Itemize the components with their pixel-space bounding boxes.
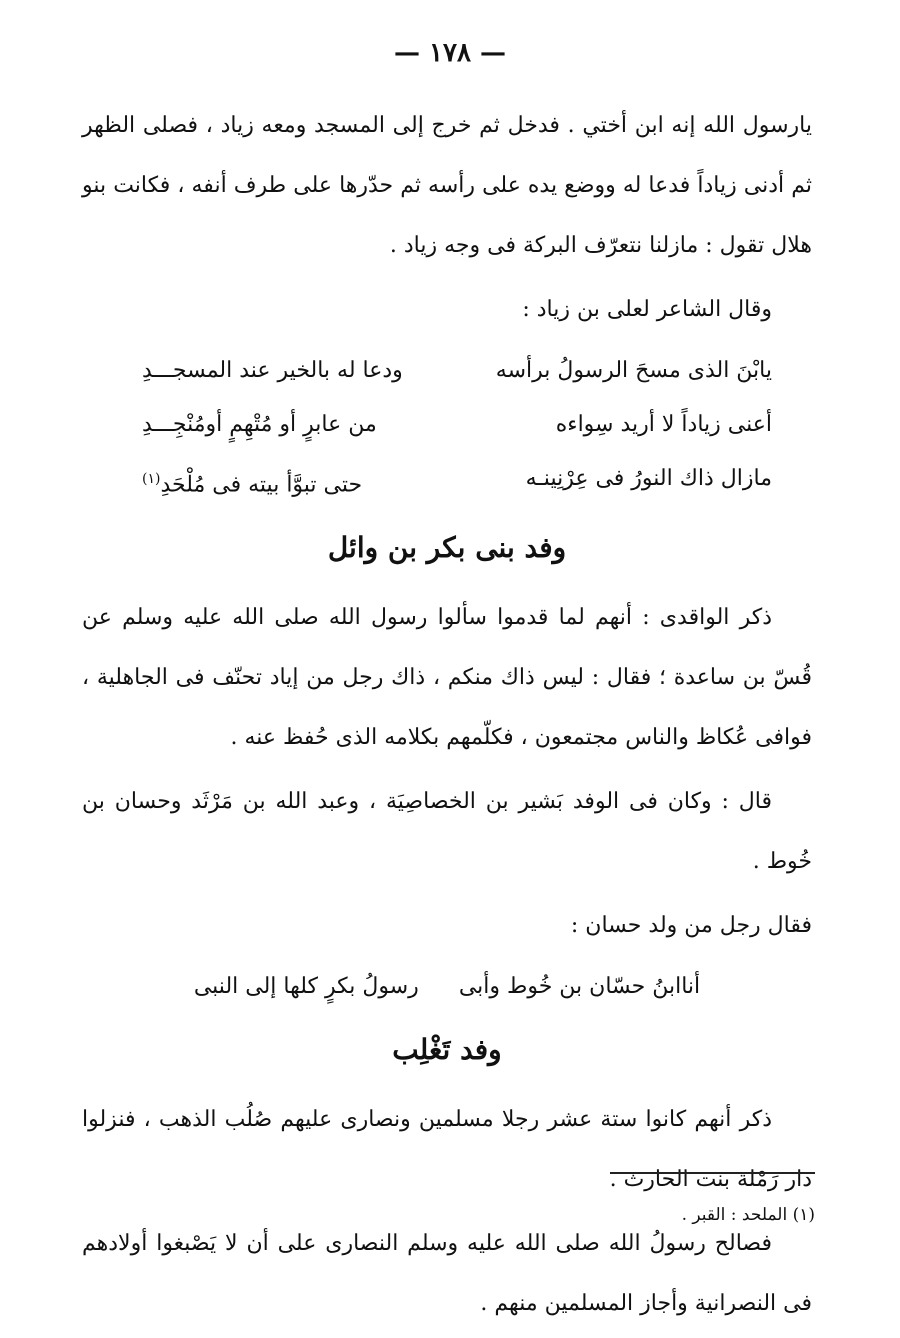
verse-line	[82, 344, 812, 398]
verse-hemistich: رسولُ بكرٍ كلها إلى النبى	[193, 974, 419, 1000]
verse-line	[82, 398, 812, 452]
footnote-divider	[610, 1172, 815, 1174]
paragraph: ذكر الواقدى : أنهم لما قدموا سألوا رسول الله صلى الله عليه وسلم عن قُسّ بن ساعدة ؛ فقال : ليس ذاك منكم ، ذاك رجل من إياد تحنّف فى الجاهلية ، فوافى عُكاظ والناس مجتمعون ، فكلّمهم بكلامه الذى حُفظ عنه .	[82, 605, 812, 751]
paragraph: فصالح رسولُ الله صلى الله عليه وسلم النصارى على أن لا يَصْبغوا أولادهم فى النصرانية وأجاز المسلمين منهم .	[82, 1231, 812, 1317]
verse-hemistich: أعنى زياداً لا أريد سِواءه	[555, 412, 772, 437]
verse-hemistich: أناابنُ حسّان بن خُوط وأبى	[458, 974, 701, 1000]
verse-hemistich: مازال ذاك النورُ فى عِرْنِينـه	[525, 466, 772, 491]
verse-hemistich: يابْنَ الذى مسحَ الرسولُ برأسه	[495, 358, 772, 383]
poem-intro: وقال الشاعر لعلى بن زياد :	[522, 297, 772, 322]
verse-hemistich: من عابرٍ أو مُتْهِمٍ أومُنْجِـــدِ	[142, 412, 377, 437]
paragraph: يارسول الله إنه ابن أختي . فدخل ثم خرج إلى المسجد ومعه زياد ، فصلى الظهر ثم أدنى زياداً فدعا له ووضع يده على رأسه ثم حدّرها على طرف أنفه ، فكانت بنو هلال تقول : مازلنا نتعرّف البركة فى وجه زياد .	[82, 113, 812, 258]
section-heading: وفد بنى بكر بن وائل	[327, 531, 567, 565]
verse-line	[82, 452, 812, 512]
poem-intro: فقال رجل من ولد حسان :	[570, 913, 812, 939]
paragraph: قال : وكان فى الوفد بَشير بن الخصاصِيَة ، وعبد الله بن مَرْثَد وحسان بن خُوط .	[82, 789, 812, 875]
footnote-reference: (١)	[142, 471, 161, 487]
verse-hemistich	[142, 452, 362, 512]
verse-line	[82, 960, 812, 1014]
page-body	[82, 96, 812, 1338]
paragraph: ذكر أنهم كانوا ستة عشر رجلا مسلمين ونصارى عليهم صُلُب الذهب ، فنزلوا دار رَمْلة بنت الحارث .	[82, 1107, 812, 1193]
verse-text: حتى تبوَّأ بيته فى مُلْحَدِ	[160, 472, 363, 498]
verse-hemistich: ودعا له بالخير عند المسجـــدِ	[142, 358, 403, 383]
footnote: (١) الملحد : القبر .	[681, 1205, 815, 1225]
section-heading: وفد تَغْلِب	[392, 1033, 502, 1067]
page-number: — ١٧٨ —	[393, 38, 507, 68]
